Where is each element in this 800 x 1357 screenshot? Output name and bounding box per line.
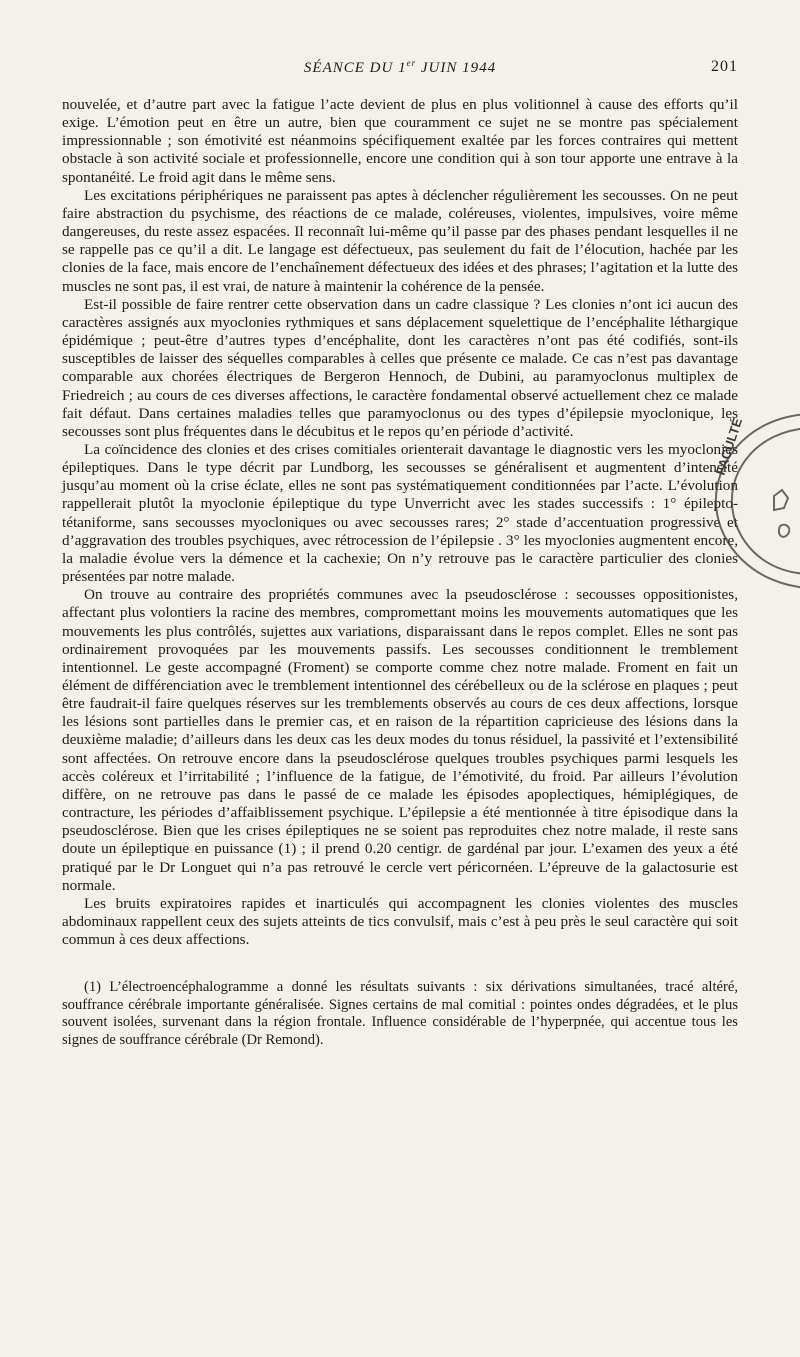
paragraph: nouvelée, et d’autre part avec la fatigue l’acte devient de plus en plus volitionnel à cause des efforts qu’il exige. L’émotion peut en être un autre, bien que couramment ce sujet ne se montre pas spécialement impressionnable ; son émotivité est néanmoins spécifiquement exaltée par les forces contraires qui mettent obstacle à son activité sociale et professionnelle, encore une condition qui à son tour apporte une entrave à la spontanéité. Le froid agit dans le même sens. [62, 96, 738, 186]
paragraph: Est-il possible de faire rentrer cette observation dans un cadre classique ? Les clonies n’ont ici aucun des caractères assignés aux myoclonies rythmiques et sans déplacement squelettique de l’encéphalite léthargique épidémique ; peut-être d’autres types d’encéphalite, dont les caractères n’ont pas été codifiés, sont-ils susceptibles de laisser des séquelles comparables à celles que présente ce malade. Ce cas n’est pas davantage comparable aux chorées électriques de Bergeron Hennoch, de Dubini, au paramyoclonus multiplex de Friedreich ; au cours de ces diverses affections, le caractère fondamental observé actuellement chez ce malade fait défaut. Dans certaines maladies telles que paramyoclonus ou des types d’épilepsie myoclonique, les secousses sont plus fréquentes dans le décubitus et le repos qu’en période d’activité. [62, 295, 738, 440]
footnote [62, 979, 738, 1049]
article-body [62, 96, 738, 949]
paragraph: On trouve au contraire des propriétés communes avec la pseudosclérose : secousses oppositionistes, affectant plus volontiers la racine des membres, compromettant moins les mouvements automatiques que les mouvements les plus contrôlés, sujettes aux variations, disparaissant dans le repos complet. Elles ne sont pas ordinairement provoquées par les mouvements passifs. Les secousses conditionnent le tremblement intentionnel. Le geste accompagné (Froment) se comporte comme chez notre malade. Froment en fait un élément de différenciation avec le tremblement intentionnel des cérébelleux ou de la sclérose en plaques ; peut être faudrait-il faire quelques réserves sur les tremblements observés au cours de ces deux affections, lorsque les lésions sont partielles dans le premier cas, et en raison de la répartition capricieuse des lésions dans la deuxième maladie; d’ailleurs dans les deux cas les deux modes du tonus résiduel, la passivité et l’extensibilité sont affectées. On retrouve encore dans la pseudosclérose quelques troubles psychiques parmi lesquels les accès coléreux et l’irritabilité ; l’influence de la fatigue, de l’émotivité, du froid. Par ailleurs l’évolution diffère, on ne retrouve pas dans le passé de ce malade les épisodes apoplectiques, hémiplégiques, de contracture, les périodes d’affaiblissement psychique. L’épilepsie a été mentionnée à titre épisodique dans la pseudosclérose. Bien que les crises épileptiques ne se soient pas reproduites chez notre malade, il reste sans doute un épileptique en puissance (1) ; il prend 0.20 centigr. de gardénal par jour. L’examen des yeux a été pratiqué par le Dr Longuet qui n’a pas retrouvé le cercle vert péricornéen. L’épreuve de la galactosurie est normale. [62, 586, 738, 894]
paragraph: Les excitations périphériques ne paraissent pas aptes à déclencher régulièrement les secousses. On ne peut faire abstraction du psychisme, des réactions de ce malade, coléreuses, violentes, impulsives, voire même dangereuses, du reste assez espacées. Il reconnaît lui-même qu’il passe par des phases pendant lesquelles il ne se rappelle pas ce qu’il a dit. Le langage est défectueux, pas seulement du fait de l’élocution, hachée par les clonies de la face, mais encore de l’enchaînement défectueux des idées et des phrases; l’agitation et la lutte des muscles ne sont pas, il est vrai, de nature à maintenir la cohérence de la pensée. [62, 186, 738, 295]
paragraph: La coïncidence des clonies et des crises comitiales orienterait davantage le diagnostic vers les myoclonies épileptiques. Dans le type décrit par Lundborg, les secousses se généralisent et augmentent d’intensité jusqu’au moment où la crise éclate, elles ne sont pas systématiquement conditionnées par l’acte. L’évolution rappellerait plutôt la myoclonie épileptique du type Unverricht avec les stades successifs : 1° épilepto-tétaniforme, sans secousses myocloniques ou avec secousses rares; 2° stade d’accentuation progressive et d’aggravation des troubles psychiques, avec rétrocession de l’épilepsie . 3° les myoclonies augmentent encore, la maladie évolue vers la démence et la cachexie; On n’y retrouve pas le caractère particulier des clonies présentées par notre malade. [62, 440, 738, 586]
paragraph: Les bruits expiratoires rapides et inarticulés qui accompagnent les clonies violentes des muscles abdominaux rappellent ceux des sujets atteints de tics convulsif, mais c’est à peu près le seul caractère qui soit commun à ces deux affections. [62, 894, 738, 949]
footnote-text: (1) L’électroencéphalogramme a donné les résultats suivants : six dérivations simultanées, tracé altéré, souffrance cérébrale importante généralisée. Signes certains de mal comitial : pointes ondes dégradées, et le plus souvent isolées, survenant dans la région frontale. Influence considérable de l’hyperpnée, qui accentue tous les signes de souffrance cérébrale (Dr Remond). [62, 979, 738, 1048]
running-title: SÉANCE DU 1er JUIN 1944 [303, 58, 497, 76]
stamp-text: FACULTÉ [712, 416, 746, 477]
page-number: 201 [711, 58, 738, 75]
page [62, 58, 738, 1049]
running-header [62, 58, 738, 82]
library-stamp [704, 406, 800, 596]
